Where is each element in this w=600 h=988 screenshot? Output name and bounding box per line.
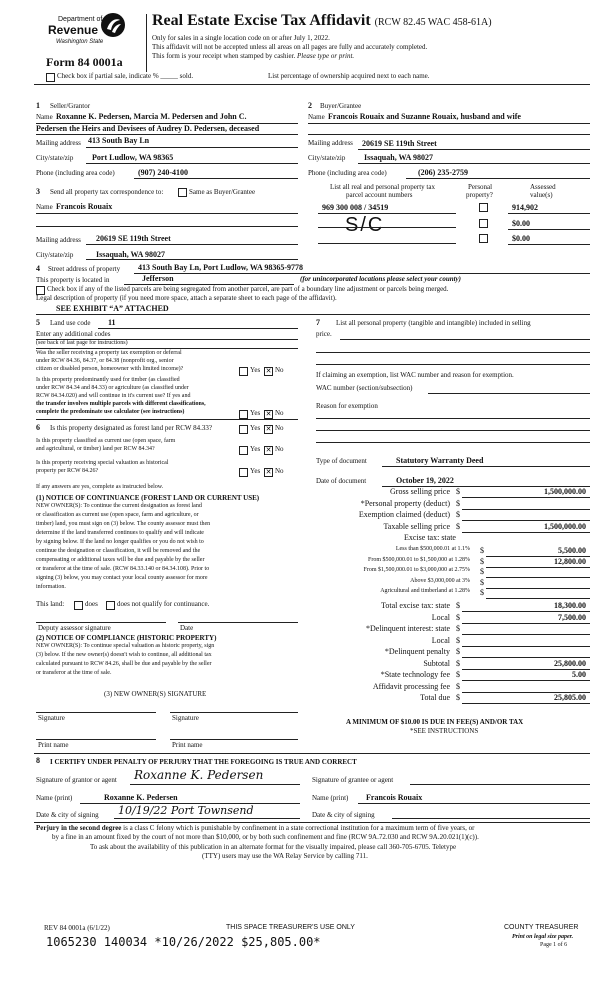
- if-yes-note: If any answers are yes, complete as instructed below.: [36, 484, 164, 490]
- seller-mailing-value: 413 South Bay Ln: [88, 136, 150, 145]
- notice1-title: (1) NOTICE OF CONTINUANCE (FOREST LAND OR CURRENT USE): [36, 494, 260, 502]
- buyer-city-label: City/state/zip: [308, 154, 346, 162]
- tax-row-dollar: $: [456, 670, 460, 679]
- s6-q1-yes-label: Yes: [250, 424, 261, 432]
- form-revision: REV 84 0001a (6/1/22): [44, 924, 110, 932]
- seller-phone-line: [134, 178, 298, 179]
- parcel-line-2: [318, 243, 456, 244]
- same-as-buyer-checkbox[interactable]: [178, 188, 187, 197]
- land-use-value: 11: [108, 318, 116, 327]
- s7-line-a: [340, 339, 590, 340]
- tax-row-value: 5.00: [572, 670, 586, 679]
- assessed-value: 914,902: [512, 203, 538, 212]
- grantee-print-line: [358, 803, 590, 804]
- does-not-checkbox[interactable]: [106, 601, 115, 610]
- s6-q2-line-b: and agricultural, or timber) land per RCW 84.34?: [36, 446, 155, 452]
- segregated-label: Check box if any of the listed parcels are being segregated from another parcel, are part of a boundary line adjustment or parcels being merged.: [47, 285, 449, 293]
- deputy-sig-line: [36, 622, 166, 623]
- s6-q3-yes-checkbox[interactable]: [239, 468, 248, 477]
- parcel-number: S/C: [345, 214, 385, 236]
- section3-num: 3: [36, 187, 40, 196]
- new-owner-sig-title: (3) NEW OWNER(S) SIGNATURE: [104, 690, 207, 698]
- tax-row-label: Total excise tax: state: [381, 601, 450, 610]
- s6-q3-no-label: No: [275, 467, 284, 475]
- partial-sale-label: Check box if partial sale, indicate % _____ sold.: [57, 72, 194, 80]
- section3-name-line: [36, 213, 298, 214]
- minimum-line1: A MINIMUM OF $10.00 IS DUE IN FEE(S) AND/OR TAX: [346, 718, 524, 726]
- q2-yes-label: Yes: [250, 409, 261, 417]
- section3-mailing-value: 20619 SE 119th Street: [96, 234, 171, 243]
- buyer-city-line: [358, 163, 590, 164]
- perjury-line1: [36, 824, 474, 832]
- notice-line: information.: [36, 584, 66, 590]
- notice-line: or transferor at the time of sale.: [36, 670, 112, 676]
- owner-sig-line-1: [36, 712, 156, 713]
- owner-print-line-1: [36, 739, 156, 740]
- tax-row-value: 5,500.00: [558, 546, 586, 555]
- section8-top-rule: [34, 753, 590, 754]
- see-back-label: (see back of last page for instructions): [36, 340, 128, 346]
- land-use-line: [98, 328, 298, 329]
- seller-name-value: Roxanne K. Pedersen, Marcia M. Pedersen and John C.: [56, 112, 247, 121]
- doc-type-label: Type of document: [316, 457, 367, 465]
- tax-row-dollar: $: [456, 681, 460, 691]
- owner-print-label-2: Print name: [172, 741, 203, 749]
- tax-row-value: 1,500,000.00: [544, 487, 586, 496]
- parcels-h3: Assessed: [530, 183, 556, 191]
- section3-name-label: Name: [36, 203, 53, 211]
- tax-row-line: [462, 703, 590, 704]
- notice-line: calculated pursuant to RCW 84.26, shall be due and payable by the seller: [36, 661, 212, 667]
- does-label: does: [85, 600, 98, 608]
- q2-no-checkbox[interactable]: ✕: [265, 411, 272, 418]
- tax-row-dollar: $: [456, 612, 460, 622]
- s6-q1-no-checkbox[interactable]: ✕: [265, 426, 272, 433]
- buyer-num: 2: [308, 101, 312, 110]
- tax-row-line: [462, 669, 590, 670]
- form-title-rcw: (RCW 82.45 WAC 458-61A): [374, 17, 492, 28]
- personal-property-checkbox-2[interactable]: [479, 234, 488, 243]
- section6-num: 6: [36, 423, 40, 432]
- street-line: [134, 273, 590, 274]
- grantee-date-label: Date & city of signing: [312, 811, 375, 819]
- tax-row-dollar: $: [456, 487, 460, 496]
- seller-city-label: City/state/zip: [36, 154, 74, 162]
- deputy-date-label: Date: [180, 624, 194, 632]
- perjury-line3: To ask about the availability of this publication in an alternate format for the visually impaired, please call 360-705-6705. Teletype: [90, 843, 457, 851]
- tax-row-label: From $1,500,000.01 to $3,000,000 at 2.75%: [363, 567, 470, 573]
- tax-row-value: 25,800.00: [554, 658, 586, 668]
- tax-row-dollar: $: [456, 635, 460, 645]
- tax-row-value: 1,500,000.00: [544, 521, 586, 531]
- header-line1: Only for sales in a single location code on or after July 1, 2022.: [152, 34, 330, 42]
- owner-sig-label-2: Signature: [172, 714, 199, 722]
- seller-city-value: Port Ludlow, WA 98365: [92, 153, 174, 162]
- tax-row-line: [486, 577, 590, 578]
- wac-label: WAC number (section/subsection): [316, 384, 413, 392]
- doc-type-value: Statutory Warranty Deed: [396, 456, 484, 465]
- street-label: Street address of property: [48, 265, 121, 273]
- seller-phone-label: Phone (including area code): [36, 169, 115, 177]
- tax-row-label: Agricultural and timberland at 1.28%: [380, 588, 470, 594]
- header-line3: [152, 52, 354, 60]
- s6-q3-yes-label: Yes: [250, 467, 261, 475]
- buyer-name-line: [308, 123, 590, 124]
- section7-line1: List all personal property (tangible and intangible) included in selling: [336, 319, 531, 327]
- grantor-date-city: 10/19/22 Port Townsend: [118, 804, 254, 817]
- tax-row-label: Gross selling price: [390, 487, 450, 496]
- s6-q1-yes-checkbox[interactable]: [239, 425, 248, 434]
- notice-line: by signing below. If the land no longer qualifies or you do not wish to: [36, 539, 204, 545]
- tax-row-label: Total due: [420, 693, 450, 702]
- does-checkbox[interactable]: [74, 601, 83, 610]
- minimum-line2: *SEE INSTRUCTIONS: [410, 727, 479, 735]
- header-line3-italic: Please type or print.: [297, 52, 355, 60]
- grantee-print-label: Name (print): [312, 794, 349, 802]
- q1-yes-label: Yes: [250, 366, 261, 374]
- tax-row-dollar: $: [480, 588, 484, 597]
- doc-type-line: [382, 466, 590, 467]
- s6-q2-line-a: Is this property classified as current use (open space, farm: [36, 438, 176, 444]
- q1-no-label: No: [275, 366, 284, 374]
- legal-size-note: Print on legal size paper.: [512, 934, 574, 940]
- parcel-line-0: [318, 213, 456, 214]
- form-number: Form 84 0001a: [46, 55, 123, 69]
- notice-line: or transferor at the time of sale. (RCW 84.33.140 or 84.34.108). Prior to: [36, 566, 210, 572]
- notice-line: continue the designation or classification, it will be removed and the: [36, 548, 201, 554]
- buyer-phone-line: [406, 178, 590, 179]
- legal-description-label: Legal description of property (if you need more space, attach a separate sheet to each page of the affidavit).: [36, 294, 337, 302]
- perjury-line4: (TTY) users may use the WA Relay Service by calling 711.: [202, 852, 368, 860]
- q1-no-checkbox[interactable]: ✕: [265, 368, 272, 375]
- seller-name-value2: Pedersen the Heirs and Devisees of Audrey D. Pedersen, deceased: [36, 124, 260, 133]
- reason-line-1: [316, 418, 590, 419]
- tax-row-dollar: $: [456, 601, 460, 610]
- tax-row-label: Taxable selling price: [383, 521, 450, 531]
- parcels-h2b: property?: [466, 191, 493, 199]
- assessed-line-1: [508, 229, 590, 230]
- tax-row-label: From $500,000.01 to $1,500,000 at 1.28%: [368, 556, 470, 563]
- treasurer-use-label: THIS SPACE TREASURER'S USE ONLY: [226, 924, 355, 931]
- section3-city-line: [86, 259, 298, 260]
- notice-line: or classification as current use (open space, farm and agriculture, or: [36, 512, 199, 518]
- tax-row-label: Local: [431, 612, 450, 622]
- tax-row-label: *State technology fee: [380, 670, 450, 679]
- notice2-title: (2) NOTICE OF COMPLIANCE (HISTORIC PROPERTY): [36, 634, 217, 642]
- s6-q1: Is this property designated as forest land per RCW 84.33?: [50, 424, 213, 432]
- tax-row-label: Above $3,000,000 at 3%: [410, 577, 470, 584]
- header-rule: [34, 84, 590, 85]
- certify-text: I CERTIFY UNDER PENALTY OF PERJURY THAT THE FOREGOING IS TRUE AND CORRECT: [50, 758, 357, 766]
- q1-line-b: under RCW 84.36, 84.37, or 84.38 (nonprofit org., senior: [36, 358, 174, 364]
- tax-row-label: *Personal property (deduct): [360, 498, 450, 508]
- seller-city-line: [86, 163, 298, 164]
- reason-label: Reason for exemption: [316, 402, 378, 410]
- list-percentage-note: List percentage of ownership acquired next to each name.: [268, 72, 430, 80]
- doc-date-label: Date of document: [316, 477, 367, 485]
- form-title-text: Real Estate Excise Tax Affidavit: [152, 12, 371, 29]
- q2-line-d: the transfer involves multiple parcels with different classifications,: [36, 401, 206, 407]
- buyer-mailing-value: 20619 SE 119th Street: [362, 139, 437, 148]
- tax-row-value: 18,300.00: [554, 601, 586, 610]
- parcels-h3b: value(s): [530, 191, 553, 199]
- grantor-date-label: Date & city of signing: [36, 811, 99, 819]
- partial-sale-checkbox[interactable]: [46, 73, 55, 82]
- treasurer-stamp: 1065230 140034 *10/26/2022 $25,805.00*: [46, 935, 321, 949]
- owner-sig-line-2: [170, 712, 298, 713]
- buyer-phone-value: (206) 235-2759: [418, 168, 468, 177]
- tax-row-dollar: $: [456, 693, 460, 702]
- tax-row-value: 12,800.00: [554, 556, 586, 566]
- buyer-name-value: Francois Rouaix and Suzanne Rouaix, husband and wife: [328, 112, 521, 121]
- s6-q1-no-label: No: [275, 424, 284, 432]
- owner-print-line-2: [170, 739, 298, 740]
- exemption-label: If claiming an exemption, list WAC number and reason for exemption.: [316, 371, 514, 379]
- does-not-label: does not qualify for continuance.: [117, 600, 210, 608]
- deputy-date-line: [178, 622, 298, 623]
- tax-row-label: Subtotal: [423, 658, 450, 668]
- tax-row-dollar: $: [456, 521, 460, 531]
- section5-num: 5: [36, 318, 40, 327]
- parcel-line-1: [318, 227, 456, 228]
- dept-line3: Washington State: [56, 39, 104, 45]
- section7-num: 7: [316, 318, 320, 327]
- q2-line-b: under RCW 84.34 and 84.33) or agriculture (as classified under: [36, 385, 189, 391]
- tax-row-line: [462, 634, 590, 635]
- s6-q3-no-checkbox[interactable]: ✕: [265, 469, 272, 476]
- section3-city-value: Issaquah, WA 98027: [96, 250, 165, 259]
- grantor-sig-line: [130, 784, 300, 785]
- notice-line: timber) land, you must sign on (3) below. The county assessor must then: [36, 521, 211, 527]
- tax-row-dollar: $: [456, 647, 460, 656]
- q1-line-c: citizen or disabled person, homeowner with limited income)?: [36, 366, 184, 372]
- personal-property-checkbox-1[interactable]: [479, 219, 488, 228]
- additional-codes-label: Enter any additional codes: [36, 330, 111, 338]
- tax-row-label: *Delinquent penalty: [384, 647, 450, 656]
- county-treasurer-label: COUNTY TREASURER: [504, 924, 579, 931]
- this-land-label: This land:: [36, 600, 65, 608]
- notice-line: NEW OWNER(S): To continue the current designation as forest land: [36, 503, 202, 509]
- reason-line-3: [316, 442, 590, 443]
- section3-mailing-line: [86, 244, 298, 245]
- assessed-value: $0.00: [512, 219, 530, 228]
- perjury-line1-text: is a class C felony which is punishable by confinement in a state correctional institution for a maximum term of five years, or: [121, 824, 475, 832]
- q2-yes-checkbox[interactable]: [239, 410, 248, 419]
- tax-row-dollar: $: [456, 658, 460, 668]
- section3-label: Send all property tax correspondence to:: [50, 188, 164, 196]
- notice-line: (3) below. If the new owner(s) doesn't wish to continue, all additional tax: [36, 652, 212, 658]
- exhibit-text: SEE EXHIBIT “A” ATTACHED: [56, 304, 169, 313]
- seller-mailing-label: Mailing address: [36, 139, 81, 147]
- notice-line: NEW OWNER(S): To continue special valuation as historic property, sign: [36, 643, 215, 649]
- q2-line-e: complete the predominate use calculator (see instructions): [36, 409, 185, 415]
- q1-yes-checkbox[interactable]: [239, 367, 248, 376]
- buyer-name-line2: [308, 134, 590, 135]
- tax-row-dollar: $: [456, 624, 460, 633]
- header-divider: [146, 14, 147, 72]
- section3-name-value: Francois Rouaix: [56, 202, 113, 211]
- notice-line: compensating or additional taxes will be due and payable by the seller: [36, 557, 205, 563]
- parcels-h1: List all real and personal property tax: [330, 183, 435, 191]
- assessed-line-2: [508, 244, 590, 245]
- q2-line-a: Is this property predominantly used for timber (as classified: [36, 377, 180, 383]
- seller-phone-value: (907) 240-4100: [138, 168, 188, 177]
- street-value: 413 South Bay Ln, Port Ludlow, WA 98365-9778: [138, 263, 303, 272]
- buyer-city-value: Issaquah, WA 98027: [364, 153, 433, 162]
- tax-row-line: [486, 588, 590, 589]
- s6-q2-no-label: No: [275, 445, 284, 453]
- q2-line-c: RCW 84.34.020) and will continue in it's current use? If yes and: [36, 393, 191, 399]
- wac-line: [428, 393, 590, 394]
- tax-row-line: [462, 623, 590, 624]
- s6-q2-yes-checkbox[interactable]: [239, 446, 248, 455]
- deputy-sig-label: Deputy assessor signature: [38, 624, 111, 632]
- dor-logo-mark-icon: [100, 12, 126, 38]
- tax-row-line: [462, 532, 590, 533]
- grantee-print-name: Francois Rouaix: [366, 793, 423, 802]
- buyer-mailing-line: [358, 149, 590, 150]
- section5-end-rule: [36, 419, 298, 420]
- located-label: This property is located in: [36, 276, 110, 284]
- grantee-date-line: [392, 818, 590, 819]
- s6-q3-line-a: Is this property receiving special valuation as historical: [36, 460, 169, 466]
- header-line2: This affidavit will not be accepted unless all areas on all pages are fully and accurately completed.: [152, 43, 428, 51]
- s6-q3-line-b: property per RCW 84.26?: [36, 468, 99, 474]
- grantor-print-label: Name (print): [36, 794, 73, 802]
- section3-mailing-label: Mailing address: [36, 236, 81, 244]
- tax-row-line: [462, 680, 590, 681]
- tax-row-label: Local: [431, 635, 450, 645]
- notice-line: determine if the land transferred continues to qualify and will indicate: [36, 530, 204, 536]
- tax-row-dollar: $: [456, 498, 460, 508]
- parcels-h1b: parcel account numbers: [346, 191, 413, 199]
- parcel-number: 969 300 008 / 34519: [322, 203, 389, 212]
- personal-property-checkbox-0[interactable]: [479, 203, 488, 212]
- assessed-line-0: [508, 213, 590, 214]
- tax-row-dollar: $: [480, 556, 484, 566]
- s6-q2-no-checkbox[interactable]: ✕: [265, 447, 272, 454]
- tax-row-label: *Delinquent interest: state: [366, 624, 450, 633]
- reason-line-2: [316, 430, 590, 431]
- seller-mailing-line: [86, 147, 298, 148]
- legal-line: [36, 314, 590, 315]
- tax-row-line: [462, 646, 590, 647]
- perjury-bold: Perjury in the second degree: [36, 824, 122, 832]
- perjury-top-rule: [34, 822, 590, 823]
- grantor-sig-label: Signature of grantor or agent: [36, 776, 117, 784]
- owner-print-label-1: Print name: [38, 741, 69, 749]
- section8-num: 8: [36, 756, 40, 765]
- doc-date-value: October 19, 2022: [396, 476, 454, 485]
- tax-row-value: 25,805.00: [554, 693, 586, 702]
- tax-row-label: Less than $500,000.01 at 1.1%: [395, 546, 470, 552]
- tax-row-dollar: $: [456, 510, 460, 519]
- tax-row-dollar: $: [480, 546, 484, 555]
- assessed-value: $0.00: [512, 234, 530, 243]
- q2-no-label: No: [275, 409, 284, 417]
- section3-city-label: City/state/zip: [36, 251, 74, 259]
- owner-sig-label-1: Signature: [38, 714, 65, 722]
- section5-rule: [36, 348, 298, 349]
- grantor-print-name: Roxanne K. Pedersen: [104, 793, 178, 802]
- seller-name-label: Name: [36, 113, 53, 121]
- dor-logo: [48, 16, 102, 50]
- s6-q2-yes-label: Yes: [250, 445, 261, 453]
- s7-line-c: [316, 364, 590, 365]
- tax-row-line: [486, 567, 590, 568]
- parcels-h2: Personal: [468, 183, 493, 191]
- grantee-sig-line: [410, 784, 590, 785]
- buyer-mailing-label: Mailing address: [308, 139, 353, 147]
- section3-blank-line: [36, 226, 298, 227]
- tax-row-line: [462, 497, 590, 498]
- dept-line2: Revenue: [48, 23, 99, 37]
- grantor-date-line: [114, 818, 300, 819]
- land-use-label: Land use code: [50, 319, 91, 327]
- tax-row-value: 7,500.00: [558, 612, 586, 622]
- section7-line2: price.: [316, 330, 332, 338]
- s7-line-b: [316, 352, 590, 353]
- excise-tax-state-label: Excise tax: state: [404, 533, 456, 542]
- seller-heading: Seller/Grantor: [50, 102, 91, 110]
- tax-row-line: [462, 509, 590, 510]
- header-line3-text: This form is your receipt when stamped by cashier.: [152, 52, 296, 60]
- tax-row-dollar: $: [480, 567, 484, 576]
- seller-num: 1: [36, 101, 40, 110]
- page-number: Page 1 of 6: [540, 942, 568, 948]
- buyer-name-label: Name: [308, 113, 325, 121]
- section4-num: 4: [36, 264, 40, 273]
- form-title: [152, 12, 492, 30]
- dept-line1: Department of: [58, 16, 103, 23]
- tax-row-label: Exemption claimed (deduct): [358, 510, 450, 519]
- buyer-phone-label: Phone (including area code): [308, 169, 387, 177]
- tax-row-line: [486, 598, 590, 599]
- tax-row-label: Affidavit processing fee: [372, 681, 450, 691]
- located-value: Jefferson: [142, 274, 174, 283]
- seller-name-line2: [36, 134, 298, 135]
- notice-line: signing (3) below, you may contact your local county assessor for more: [36, 575, 208, 581]
- grantor-signature: Roxanne K. Pedersen: [134, 768, 264, 782]
- same-as-buyer-label: Same as Buyer/Grantee: [189, 188, 256, 196]
- tax-row-dollar: $: [480, 577, 484, 587]
- located-note: (for unincorporated locations please select your county): [300, 275, 461, 283]
- grantee-sig-label: Signature of grantee or agent: [312, 776, 394, 784]
- q1-line-a: Was the seller receiving a property tax exemption or deferral: [36, 350, 182, 356]
- perjury-line2: by a fine in an amount fixed by the court of not more than $10,000, or by both such confinement and fine (RCW 9A.72.030 and RCW 9A.20.021(1)(c)).: [52, 833, 479, 841]
- buyer-heading: Buyer/Grantee: [320, 102, 362, 110]
